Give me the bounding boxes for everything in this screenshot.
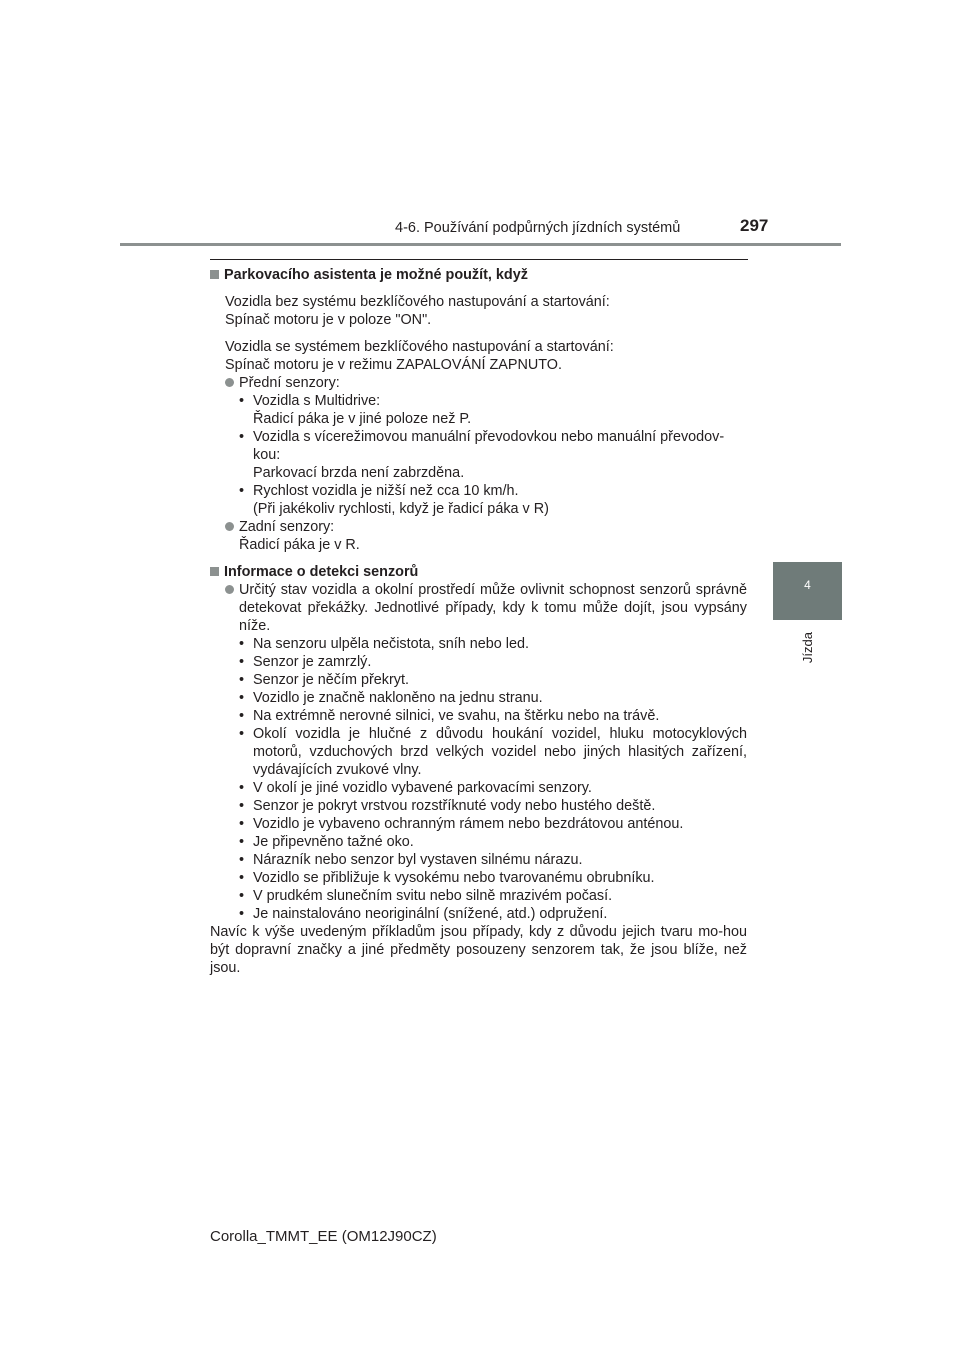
circle-bullet-icon	[225, 585, 234, 594]
square-bullet-icon	[210, 567, 219, 576]
page-content	[210, 266, 747, 977]
list-item: • Na senzoru ulpěla nečistota, sníh nebo led.	[239, 635, 747, 653]
chapter-section-title: 4-6. Používání podpůrných jízdních systémů	[395, 220, 681, 236]
detection-conditions-list	[210, 635, 747, 923]
list-item-line: • Vozidla s Multidrive:	[253, 393, 381, 409]
section-heading-usage	[210, 266, 747, 284]
list-item: • Na extrémně nerovné silnici, ve svahu, na štěrku nebo na trávě.	[239, 707, 747, 725]
list-item-line: (Při jakékoliv rychlosti, když je řadicí páka v R)	[253, 501, 549, 517]
list-item: • Senzor je pokryt vrstvou rozstříknuté vody nebo hustého deště.	[239, 797, 747, 815]
circle-bullet-icon	[225, 522, 234, 531]
square-bullet-icon	[210, 270, 219, 279]
detection-intro-item	[210, 581, 747, 635]
list-item: • V prudkém slunečním svitu nebo silně mrazivém počasí.	[239, 887, 747, 905]
heading-text: Informace o detekci senzorů	[224, 564, 419, 580]
paragraph-line: Spínač motoru je v poloze "ON".	[225, 312, 432, 328]
bullet-text: Určitý stav vozidla a okolní prostředí může ovlivnit schopnost senzorů správně detekovat překážky. Jednotlivé případy, kdy k tomu může dojít, jsou vypsány níže.	[239, 582, 747, 634]
header-divider	[120, 243, 841, 246]
front-sensors-conditions	[210, 392, 747, 518]
paragraph-line: Vozidla se systémem bezklíčového nastupování a startování:	[225, 339, 614, 355]
chapter-label: Jízda	[800, 632, 815, 664]
list-item-line: • Rychlost vozidla je nižší než cca 10 km/h.	[253, 483, 519, 499]
front-sensors-item	[210, 374, 747, 392]
list-item: • Senzor je něčím překryt.	[239, 671, 747, 689]
list-item: • Nárazník nebo senzor byl vystaven silnému nárazu.	[239, 851, 747, 869]
list-item: • Vozidlo je vybaveno ochranným rámem nebo bezdrátovou anténou.	[239, 815, 747, 833]
paragraph-line: Vozidla bez systému bezklíčového nastupování a startování:	[225, 294, 610, 310]
circle-bullet-icon	[225, 378, 234, 387]
bullet-line: Řadicí páka je v R.	[239, 537, 360, 553]
list-item: • Je připevněno tažné oko.	[239, 833, 747, 851]
list-item: • Okolí vozidla je hlučné z důvodu houkání vozidel, hluku motocyklových motorů, vzduchových brzd velkých vozidel nebo jiných hlasitých zařízení, vydávajících zvukové vlny.	[239, 725, 747, 779]
list-item: • V okolí je jiné vozidlo vybavené parkovacími senzory.	[239, 779, 747, 797]
list-item-line: kou:	[253, 447, 281, 463]
chapter-number: 4	[804, 578, 811, 592]
list-item: • Vozidlo se přibližuje k vysokému nebo tvarovanému obrubníku.	[239, 869, 747, 887]
page-number: 297	[740, 216, 769, 235]
list-item: • Senzor je zamrzlý.	[239, 653, 747, 671]
closing-paragraph: Navíc k výše uvedeným příkladům jsou případy, kdy z důvodu jejich tvaru mo-hou být dopravní značky a jiné předměty posouzeny senzorem tak, že jsou blíže, než jsou.	[210, 924, 747, 976]
list-item	[239, 392, 747, 428]
rear-sensors-item	[210, 518, 747, 554]
footer-document-id: Corolla_TMMT_EE (OM12J90CZ)	[210, 1228, 437, 1245]
paragraph-line: Spínač motoru je v režimu ZAPALOVÁNÍ ZAPNUTO.	[225, 357, 562, 373]
list-item-line: Řadicí páka je v jiné poloze než P.	[253, 411, 472, 427]
bullet-text: Přední senzory:	[239, 375, 340, 391]
list-item	[239, 428, 747, 482]
section-heading-detection	[210, 563, 747, 581]
bullet-line: Zadní senzory:	[239, 519, 335, 535]
list-item: • Vozidlo je značně nakloněno na jednu stranu.	[239, 689, 747, 707]
paragraph-keyless	[210, 338, 747, 374]
chapter-tab	[773, 562, 842, 620]
content-top-rule	[210, 259, 748, 260]
list-item-line: Parkovací brzda není zabrzděna.	[253, 465, 465, 481]
list-item: • Je nainstalováno neoriginální (snížené, atd.) odpružení.	[239, 905, 747, 923]
heading-text: Parkovacího asistenta je možné použít, když	[224, 267, 528, 283]
list-item-line: • Vozidla s vícerežimovou manuální převodovkou nebo manuální převodov-	[253, 429, 725, 445]
list-item	[239, 482, 747, 518]
bullet-text	[239, 518, 747, 554]
paragraph-no-keyless	[210, 293, 747, 329]
